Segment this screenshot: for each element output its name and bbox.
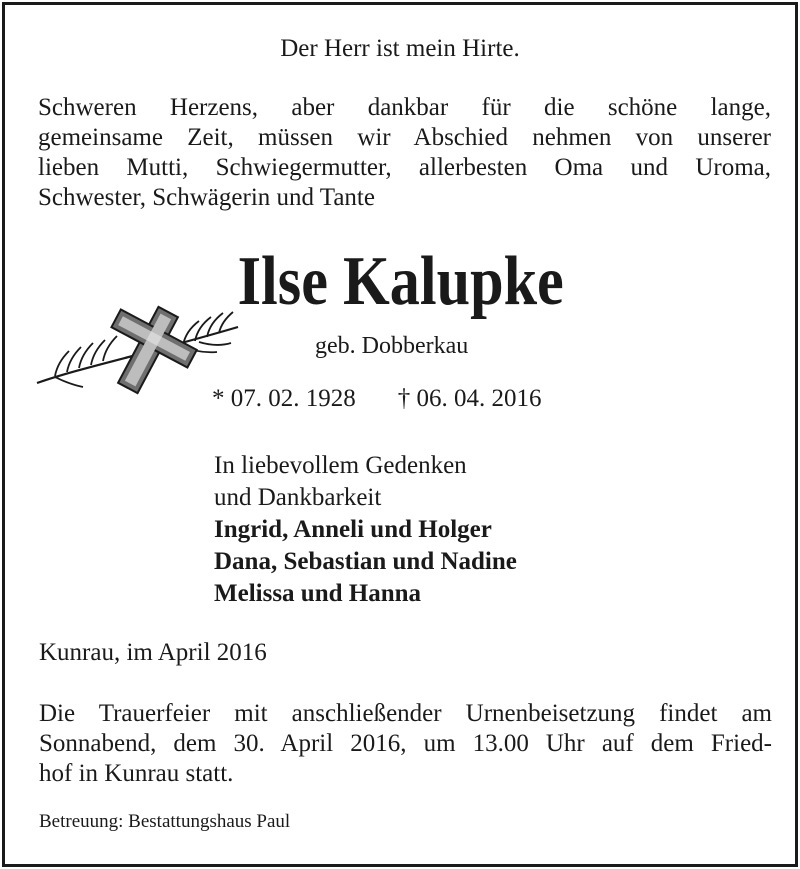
life-dates bbox=[212, 385, 542, 413]
remembrance-line: und Dankbarkeit bbox=[214, 484, 382, 511]
maiden-name: geb. Dobberkau bbox=[315, 333, 469, 359]
mourners-block bbox=[214, 450, 517, 610]
intro-line: Schweren Herzens, aber dankbar für die schöne lange, bbox=[38, 94, 771, 121]
deceased-name: Ilse Kalupke bbox=[237, 243, 564, 320]
remembrance-line: In liebevollem Gedenken bbox=[214, 452, 467, 479]
intro-paragraph bbox=[38, 93, 771, 213]
service-line: hof in Kunrau statt. bbox=[39, 760, 234, 787]
intro-line: lieben Mutti, Schwiegermutter, allerbesten Oma und Uroma, bbox=[38, 154, 771, 181]
mourner-names: Ingrid, Anneli und Holger bbox=[214, 516, 492, 543]
mourner-names: Melissa und Hanna bbox=[214, 580, 422, 607]
cross-with-palm-icon bbox=[33, 305, 243, 395]
obituary-notice bbox=[2, 2, 798, 867]
funeral-home-credit: Betreuung: Bestattungshaus Paul bbox=[39, 811, 291, 832]
mourner-names: Dana, Sebastian und Nadine bbox=[214, 548, 517, 575]
service-line: Sonnabend, dem 30. April 2016, um 13.00 Uhr auf dem Fried- bbox=[39, 730, 772, 757]
birth-date: * 07. 02. 1928 bbox=[212, 385, 356, 412]
death-date: † 06. 04. 2016 bbox=[397, 385, 542, 412]
intro-line: gemeinsame Zeit, müssen wir Abschied nehmen von unserer bbox=[38, 124, 771, 151]
intro-line: Schwester, Schwägerin und Tante bbox=[38, 184, 375, 211]
service-line: Die Trauerfeier mit anschließender Urnenbeisetzung findet am bbox=[39, 700, 772, 727]
service-paragraph bbox=[39, 699, 772, 789]
place-date: Kunrau, im April 2016 bbox=[39, 639, 267, 666]
motto: Der Herr ist mein Hirte. bbox=[280, 35, 520, 62]
